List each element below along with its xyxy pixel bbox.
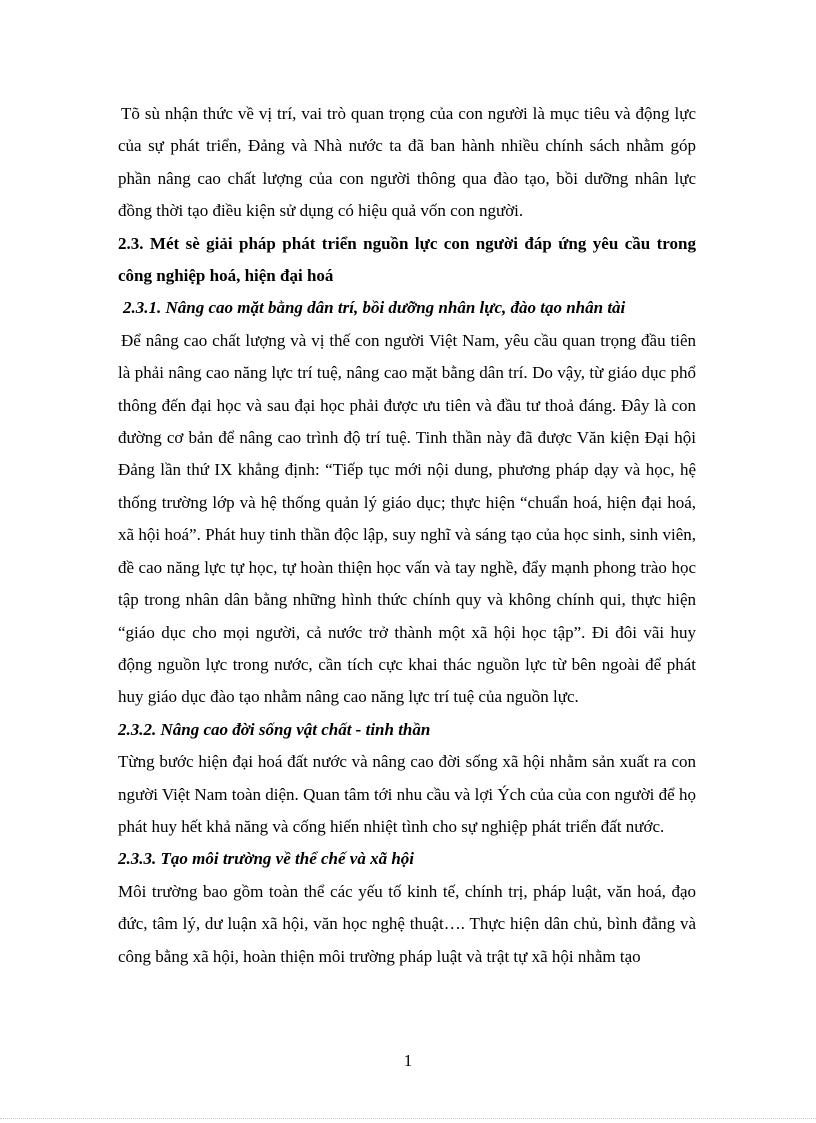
intro-paragraph: Tõ sù nhận thức về vị trí, vai trò quan trọng của con người là mục tiêu và động lực của sự phát triển, Đảng và Nhà nước ta đã ban hành nhiều chính sách nhằm góp phần nâng cao chất lượng của con người thông qua đào tạo, bồi dưỡng nhân lực đồng thời tạo điều kiện sử dụng có hiệu quả vốn con người. xyxy=(118,104,696,221)
subsection-heading-2-3-1: 2.3.1. Nâng cao mặt bằng dân trí, bồi dưỡng nhân lực, đào tạo nhân tài xyxy=(123,298,626,318)
page-bottom-border xyxy=(0,1118,816,1119)
paragraph-2-3-1: Để nâng cao chất lượng và vị thế con người Việt Nam, yêu cầu quan trọng đầu tiên là phải nâng cao năng lực trí tuệ, nâng cao mặt bằng dân trí. Do vậy, từ giáo dục phổ thông đến đại học và sau đại học phải được ưu tiên và đầu tư thoả đáng. Đây là con đường cơ bản để nâng cao trình độ trí tuệ. Tinh thần này đã được Văn kiện Đại hội Đảng lần thứ IX khẳng định: “Tiếp tục mới nội dung, phương pháp dạy và học, hệ thống trường lớp và hệ thống quản lý giáo dục; thực hiện “chuẩn hoá, hiện đại hoá, xã hội hoá”. Phát huy tinh thần độc lập, suy nghĩ và sáng tạo của học sinh, sinh viên, đề cao năng lực tự học, tự hoàn thiện học vấn và tay nghề, đẩy mạnh phong trào học tập trong nhân dân bằng những hình thức chính quy và không chính qui, thực hiện “giáo dục cho mọi người, cả nước trở thành một xã hội học tập”. Đi đôi vãi huy động nguồn lực trong nước, cần tích cực khai thác nguồn lực từ bên ngoài để phát huy giáo dục đào tạo nhằm nâng cao năng lực trí tuệ của nguồn lực. xyxy=(118,330,696,707)
page-number: 1 xyxy=(403,1051,413,1070)
section-heading-2-3: 2.3. Mét sè giải pháp phát triển nguồn lực con người đáp ứng yêu cầu trong công nghiệp hoá, hiện đại hoá xyxy=(118,233,696,286)
page-content xyxy=(118,98,696,973)
paragraph-2-3-3: Môi trường bao gồm toàn thể các yếu tố kinh tế, chính trị, pháp luật, văn hoá, đạo đức, tâm lý, dư luận xã hội, văn học nghệ thuật…. Thực hiện dân chủ, bình đẳng và công bằng xã hội, hoàn thiện môi trường pháp luật và trật tự xã hội nhằm tạo xyxy=(118,881,696,966)
subsection-heading-2-3-3: 2.3.3. Tạo môi trường về thể chế và xã hội xyxy=(118,849,415,869)
paragraph-2-3-2: Từng bước hiện đại hoá đất nước và nâng cao đời sống xã hội nhằm sản xuất ra con người Việt Nam toàn diện. Quan tâm tới nhu cầu và lợi Ých của của con người để họ phát huy hết khả năng và cống hiến nhiệt tình cho sự nghiệp phát triển đất nước. xyxy=(118,752,696,836)
subsection-heading-2-3-2: 2.3.2. Nâng cao đời sống vật chất - tinh thần xyxy=(118,719,431,739)
